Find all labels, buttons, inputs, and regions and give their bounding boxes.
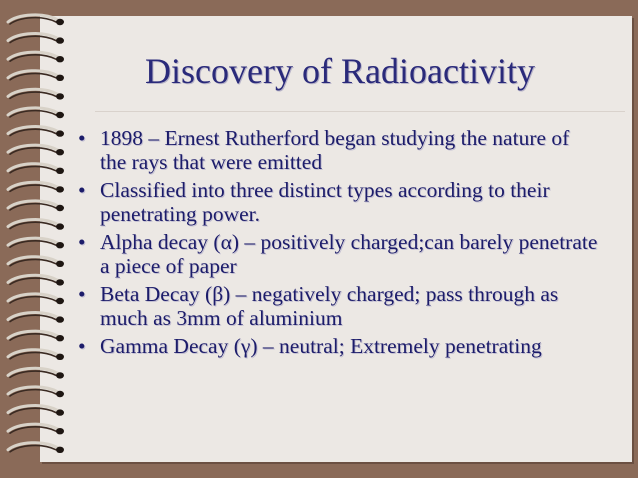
binding-hole: [56, 354, 64, 360]
bullet-list: [78, 126, 598, 362]
bullet-icon: •: [78, 178, 86, 202]
slide-title: Discovery of Radioactivity: [145, 51, 535, 91]
binding-hole: [56, 428, 64, 434]
list-item: [78, 126, 598, 174]
bullet-icon: •: [78, 334, 86, 358]
bullet-text: Classified into three distinct types according to their penetrating power.: [100, 178, 550, 226]
binding-hole: [56, 112, 64, 118]
list-item: [78, 230, 598, 278]
binding-hole: [56, 223, 64, 229]
spiral-binding-icon: [4, 10, 66, 470]
binding-hole: [56, 168, 64, 174]
binding-hole: [56, 19, 64, 25]
title-divider: [95, 111, 625, 112]
binding-hole: [56, 391, 64, 397]
binding-hole: [56, 279, 64, 285]
binding-hole: [56, 372, 64, 378]
binding-hole: [56, 149, 64, 155]
binding-hole: [56, 298, 64, 304]
bullet-icon: •: [78, 126, 86, 150]
list-item: [78, 334, 598, 358]
binding-hole: [56, 242, 64, 248]
binding-hole: [56, 93, 64, 99]
binding-hole: [56, 335, 64, 341]
bullet-text: 1898 – Ernest Rutherford began studying the nature of the rays that were emitted: [100, 126, 570, 174]
bullet-text: Gamma Decay (γ) – neutral; Extremely penetrating: [100, 334, 542, 358]
binding-hole: [56, 37, 64, 43]
bullet-text: Beta Decay (β) – negatively charged; pass through as much as 3mm of aluminium: [100, 282, 559, 330]
binding-hole: [56, 447, 64, 453]
binding-hole: [56, 205, 64, 211]
bullet-icon: •: [78, 282, 86, 306]
list-item: [78, 178, 598, 226]
binding-hole: [56, 261, 64, 267]
binding-hole: [56, 409, 64, 415]
binding-hole: [56, 186, 64, 192]
binding-hole: [56, 316, 64, 322]
list-item: [78, 282, 598, 330]
bullet-icon: •: [78, 230, 86, 254]
binding-hole: [56, 130, 64, 136]
bullet-text: Alpha decay (α) – positively charged;can barely penetrate a piece of paper: [100, 230, 598, 278]
